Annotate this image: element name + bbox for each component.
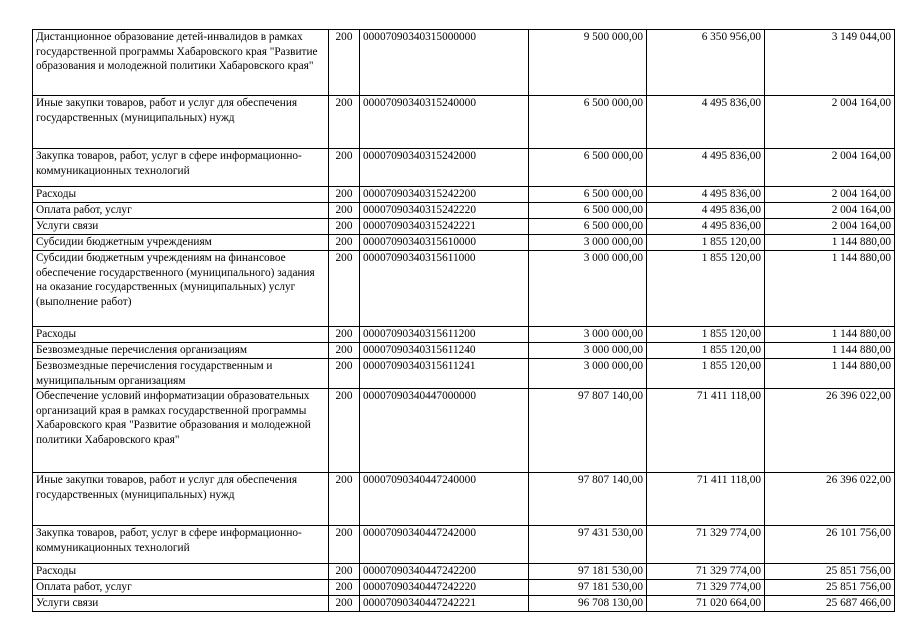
row-classification-code-cell: 00007090340315611241: [360, 359, 529, 389]
row-unexecuted-cell: 1 144 880,00: [765, 235, 895, 251]
row-code-cell: 200: [329, 235, 360, 251]
table-row: [33, 327, 895, 343]
row-approved-cell: 6 500 000,00: [529, 149, 647, 187]
row-code-cell: 200: [329, 96, 360, 149]
row-classification-code-cell: 00007090340315611240: [360, 343, 529, 359]
row-approved-cell: 97 431 530,00: [529, 526, 647, 564]
row-code-cell: 200: [329, 359, 360, 389]
row-executed-cell: 71 329 774,00: [647, 564, 765, 580]
row-unexecuted-cell: 2 004 164,00: [765, 187, 895, 203]
table-row: [33, 219, 895, 235]
row-approved-cell: 97 807 140,00: [529, 473, 647, 526]
row-code-cell: 200: [329, 30, 360, 96]
row-executed-cell: 4 495 836,00: [647, 96, 765, 149]
row-classification-code-cell: 00007090340447000000: [360, 389, 529, 473]
row-name-cell: Дистанционное образование детей-инвалидов в рамках государственной программы Хабаровского края "Развитие образования и молодежной политики Хабаровского края": [33, 30, 329, 96]
row-classification-code-cell: 00007090340315000000: [360, 30, 529, 96]
table-row: [33, 564, 895, 580]
row-unexecuted-cell: 1 144 880,00: [765, 251, 895, 327]
row-executed-cell: 71 020 664,00: [647, 596, 765, 612]
row-approved-cell: 6 500 000,00: [529, 96, 647, 149]
row-name-cell: Иные закупки товаров, работ и услуг для обеспечения государственных (муниципальных) нужд: [33, 96, 329, 149]
row-unexecuted-cell: 1 144 880,00: [765, 343, 895, 359]
row-name-cell: Безвозмездные перечисления государственным и муниципальным организациям: [33, 359, 329, 389]
table-row: [33, 596, 895, 612]
row-executed-cell: 4 495 836,00: [647, 203, 765, 219]
table-row: [33, 30, 895, 96]
row-name-cell: Оплата работ, услуг: [33, 580, 329, 596]
row-code-cell: 200: [329, 564, 360, 580]
row-name-cell: Оплата работ, услуг: [33, 203, 329, 219]
row-code-cell: 200: [329, 149, 360, 187]
row-name-cell: Расходы: [33, 327, 329, 343]
row-approved-cell: 97 181 530,00: [529, 564, 647, 580]
table-row: [33, 235, 895, 251]
row-code-cell: 200: [329, 327, 360, 343]
row-classification-code-cell: 00007090340315242000: [360, 149, 529, 187]
row-approved-cell: 3 000 000,00: [529, 251, 647, 327]
row-name-cell: Субсидии бюджетным учреждениям на финансовое обеспечение государственного (муниципального) задания на оказание государственных (муниципальных) услуг (выполнение работ): [33, 251, 329, 327]
row-executed-cell: 1 855 120,00: [647, 251, 765, 327]
row-approved-cell: 3 000 000,00: [529, 327, 647, 343]
row-executed-cell: 4 495 836,00: [647, 149, 765, 187]
row-name-cell: Безвозмездные перечисления организациям: [33, 343, 329, 359]
row-unexecuted-cell: 26 101 756,00: [765, 526, 895, 564]
row-name-cell: Закупка товаров, работ, услуг в сфере информационно-коммуникационных технологий: [33, 149, 329, 187]
row-unexecuted-cell: 1 144 880,00: [765, 359, 895, 389]
row-name-cell: Субсидии бюджетным учреждениям: [33, 235, 329, 251]
row-unexecuted-cell: 2 004 164,00: [765, 203, 895, 219]
row-classification-code-cell: 00007090340315611000: [360, 251, 529, 327]
row-executed-cell: 6 350 956,00: [647, 30, 765, 96]
row-executed-cell: 71 411 118,00: [647, 389, 765, 473]
table-row: [33, 343, 895, 359]
row-approved-cell: 6 500 000,00: [529, 187, 647, 203]
row-approved-cell: 3 000 000,00: [529, 359, 647, 389]
row-unexecuted-cell: 25 851 756,00: [765, 580, 895, 596]
row-code-cell: 200: [329, 187, 360, 203]
row-classification-code-cell: 00007090340447242221: [360, 596, 529, 612]
row-code-cell: 200: [329, 389, 360, 473]
row-code-cell: 200: [329, 343, 360, 359]
row-name-cell: Услуги связи: [33, 596, 329, 612]
row-classification-code-cell: 00007090340315611200: [360, 327, 529, 343]
row-classification-code-cell: 00007090340315242200: [360, 187, 529, 203]
row-executed-cell: 1 855 120,00: [647, 235, 765, 251]
row-code-cell: 200: [329, 219, 360, 235]
table-row: [33, 187, 895, 203]
row-code-cell: 200: [329, 596, 360, 612]
row-approved-cell: 97 807 140,00: [529, 389, 647, 473]
row-approved-cell: 3 000 000,00: [529, 343, 647, 359]
table-row: [33, 389, 895, 473]
row-approved-cell: 6 500 000,00: [529, 219, 647, 235]
table-body: [33, 30, 895, 612]
row-name-cell: Расходы: [33, 187, 329, 203]
row-classification-code-cell: 00007090340447242200: [360, 564, 529, 580]
table-row: [33, 251, 895, 327]
row-name-cell: Расходы: [33, 564, 329, 580]
row-executed-cell: 1 855 120,00: [647, 327, 765, 343]
row-executed-cell: 1 855 120,00: [647, 359, 765, 389]
row-classification-code-cell: 00007090340315240000: [360, 96, 529, 149]
row-classification-code-cell: 00007090340315242220: [360, 203, 529, 219]
row-executed-cell: 4 495 836,00: [647, 187, 765, 203]
row-unexecuted-cell: 1 144 880,00: [765, 327, 895, 343]
row-code-cell: 200: [329, 203, 360, 219]
row-unexecuted-cell: 2 004 164,00: [765, 149, 895, 187]
row-unexecuted-cell: 25 687 466,00: [765, 596, 895, 612]
row-classification-code-cell: 00007090340447242000: [360, 526, 529, 564]
table-row: [33, 203, 895, 219]
row-unexecuted-cell: 25 851 756,00: [765, 564, 895, 580]
row-classification-code-cell: 00007090340447242220: [360, 580, 529, 596]
row-approved-cell: 97 181 530,00: [529, 580, 647, 596]
table-row: [33, 526, 895, 564]
row-classification-code-cell: 00007090340315242221: [360, 219, 529, 235]
row-classification-code-cell: 00007090340315610000: [360, 235, 529, 251]
row-name-cell: Услуги связи: [33, 219, 329, 235]
row-executed-cell: 1 855 120,00: [647, 343, 765, 359]
row-name-cell: Иные закупки товаров, работ и услуг для обеспечения государственных (муниципальных) нужд: [33, 473, 329, 526]
table-row: [33, 149, 895, 187]
table-row: [33, 580, 895, 596]
row-executed-cell: 71 411 118,00: [647, 473, 765, 526]
row-code-cell: 200: [329, 580, 360, 596]
row-name-cell: Закупка товаров, работ, услуг в сфере информационно-коммуникационных технологий: [33, 526, 329, 564]
table-row: [33, 359, 895, 389]
row-code-cell: 200: [329, 251, 360, 327]
row-unexecuted-cell: 26 396 022,00: [765, 389, 895, 473]
row-executed-cell: 71 329 774,00: [647, 580, 765, 596]
row-executed-cell: 4 495 836,00: [647, 219, 765, 235]
row-approved-cell: 3 000 000,00: [529, 235, 647, 251]
row-unexecuted-cell: 26 396 022,00: [765, 473, 895, 526]
row-classification-code-cell: 00007090340447240000: [360, 473, 529, 526]
row-executed-cell: 71 329 774,00: [647, 526, 765, 564]
row-code-cell: 200: [329, 473, 360, 526]
row-unexecuted-cell: 2 004 164,00: [765, 219, 895, 235]
row-name-cell: Обеспечение условий информатизации образовательных организаций края в рамках государственной программы Хабаровского края "Развитие образования и молодежной политики Хабаровского края": [33, 389, 329, 473]
row-approved-cell: 96 708 130,00: [529, 596, 647, 612]
table-row: [33, 473, 895, 526]
row-approved-cell: 9 500 000,00: [529, 30, 647, 96]
budget-execution-table: [32, 29, 895, 612]
row-approved-cell: 6 500 000,00: [529, 203, 647, 219]
row-code-cell: 200: [329, 526, 360, 564]
table-row: [33, 96, 895, 149]
row-unexecuted-cell: 2 004 164,00: [765, 96, 895, 149]
row-unexecuted-cell: 3 149 044,00: [765, 30, 895, 96]
